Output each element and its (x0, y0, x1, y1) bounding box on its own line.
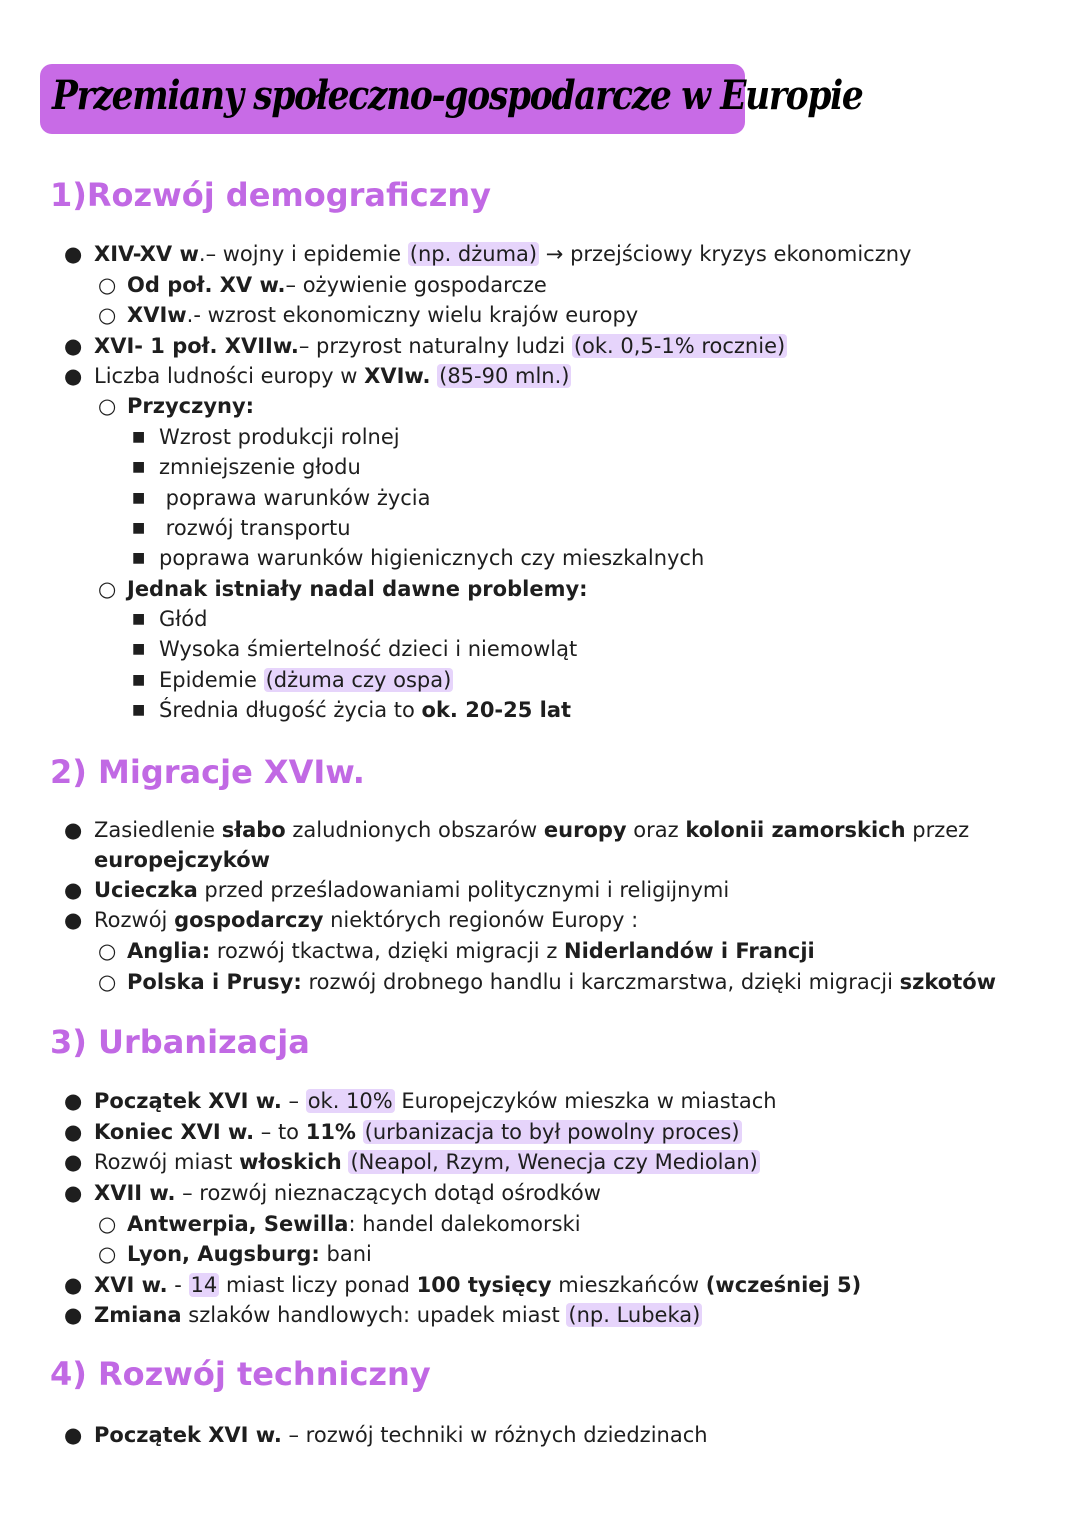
bullet-circle: ○ (98, 303, 117, 327)
bullet-circle: ○ (98, 1242, 117, 1266)
bullet-dot: ● (64, 334, 83, 358)
bullet-dot: ● (64, 1423, 83, 1447)
list-item: zmniejszenie głodu (159, 455, 361, 479)
list-item: XIV-XV w.– wojny i epidemie (np. dżuma) → przejściowy kryzys ekonomiczny (94, 242, 912, 266)
list-item: Przyczyny: (127, 394, 255, 418)
bullet-dot: ● (64, 908, 83, 932)
list-item: Liczba ludności europy w XVIw. (85-90 mln.) (94, 364, 570, 388)
list-item: Początek XVI w. – rozwój techniki w różnych dziedzinach (94, 1423, 708, 1447)
list-item: Rozwój miast włoskich (Neapol, Rzym, Wenecja czy Mediolan) (94, 1150, 758, 1174)
bullet-square: ■ (132, 672, 146, 688)
list-item: Początek XVI w. – ok. 10% Europejczyków mieszka w miastach (94, 1089, 777, 1113)
bullet-square: ■ (132, 550, 146, 566)
list-item: Zasiedlenie słabo zaludnionych obszarów europy oraz kolonii zamorskich przez (94, 818, 970, 842)
list-item: Koniec XVI w. – to 11% (urbanizacja to był powolny proces) (94, 1120, 740, 1144)
bullet-dot: ● (64, 1089, 83, 1113)
list-item: XVII w. – rozwój nieznaczących dotąd ośrodków (94, 1181, 601, 1205)
section-heading-migration: 2) Migracje XVIw. (50, 753, 365, 791)
list-item: XVIw.- wzrost ekonomiczny wielu krajów europy (127, 303, 639, 327)
bullet-dot: ● (64, 878, 83, 902)
list-item: Od poł. XV w.– ożywienie gospodarcze (127, 273, 547, 297)
bullet-square: ■ (132, 520, 146, 536)
bullet-circle: ○ (98, 939, 117, 963)
bullet-square: ■ (132, 490, 146, 506)
list-item: poprawa warunków życia (159, 486, 431, 510)
bullet-square: ■ (132, 702, 146, 718)
bullet-circle: ○ (98, 1212, 117, 1236)
list-item: rozwój transportu (159, 516, 351, 540)
bullet-dot: ● (64, 1150, 83, 1174)
list-item: poprawa warunków higienicznych czy mieszkalnych (159, 546, 705, 570)
list-item: Antwerpia, Sewilla: handel dalekomorski (127, 1212, 581, 1236)
bullet-circle: ○ (98, 394, 117, 418)
list-item: Zmiana szlaków handlowych: upadek miast (np. Lubeka) (94, 1303, 701, 1327)
list-item: Ucieczka przed prześladowaniami politycznymi i religijnymi (94, 878, 730, 902)
bullet-dot: ● (64, 242, 83, 266)
list-item: Epidemie (dżuma czy ospa) (159, 668, 452, 692)
bullet-dot: ● (64, 364, 83, 388)
section-heading-urbanization: 3) Urbanizacja (50, 1023, 310, 1061)
bullet-circle: ○ (98, 273, 117, 297)
bullet-dot: ● (64, 1273, 83, 1297)
list-item: Rozwój gospodarczy niektórych regionów Europy : (94, 908, 639, 932)
bullet-circle: ○ (98, 577, 117, 601)
section-heading-technology: 4) Rozwój techniczny (50, 1355, 431, 1393)
bullet-square: ■ (132, 429, 146, 445)
bullet-dot: ● (64, 1181, 83, 1205)
list-item: Jednak istniały nadal dawne problemy: (127, 577, 588, 601)
bullet-square: ■ (132, 459, 146, 475)
bullet-dot: ● (64, 1303, 83, 1327)
list-item: Polska i Prusy: rozwój drobnego handlu i karczmarstwa, dzięki migracji szkotów (127, 970, 997, 994)
section-heading-demography: 1)Rozwój demograficzny (50, 176, 491, 214)
list-item: Głód (159, 607, 208, 631)
page-title: Przemiany społeczno-gospodarcze w Europie (52, 72, 863, 119)
bullet-dot: ● (64, 1120, 83, 1144)
list-item: Lyon, Augsburg: bani (127, 1242, 372, 1266)
list-item: Średnia długość życia to ok. 20-25 lat (159, 698, 572, 722)
bullet-circle: ○ (98, 970, 117, 994)
list-item: Wysoka śmiertelność dzieci i niemowląt (159, 637, 578, 661)
bullet-square: ■ (132, 611, 146, 627)
bullet-square: ■ (132, 641, 146, 657)
list-item: Wzrost produkcji rolnej (159, 425, 400, 449)
list-item: XVI- 1 poł. XVIIw.– przyrost naturalny ludzi (ok. 0,5-1% rocznie) (94, 334, 786, 358)
list-item: XVI w. - 14 miast liczy ponad 100 tysięcy mieszkańców (wcześniej 5) (94, 1273, 862, 1297)
list-item: Anglia: rozwój tkactwa, dzięki migracji z Niderlandów i Francji (127, 939, 815, 963)
bullet-dot: ● (64, 818, 83, 842)
list-item-continuation: europejczyków (94, 848, 271, 872)
